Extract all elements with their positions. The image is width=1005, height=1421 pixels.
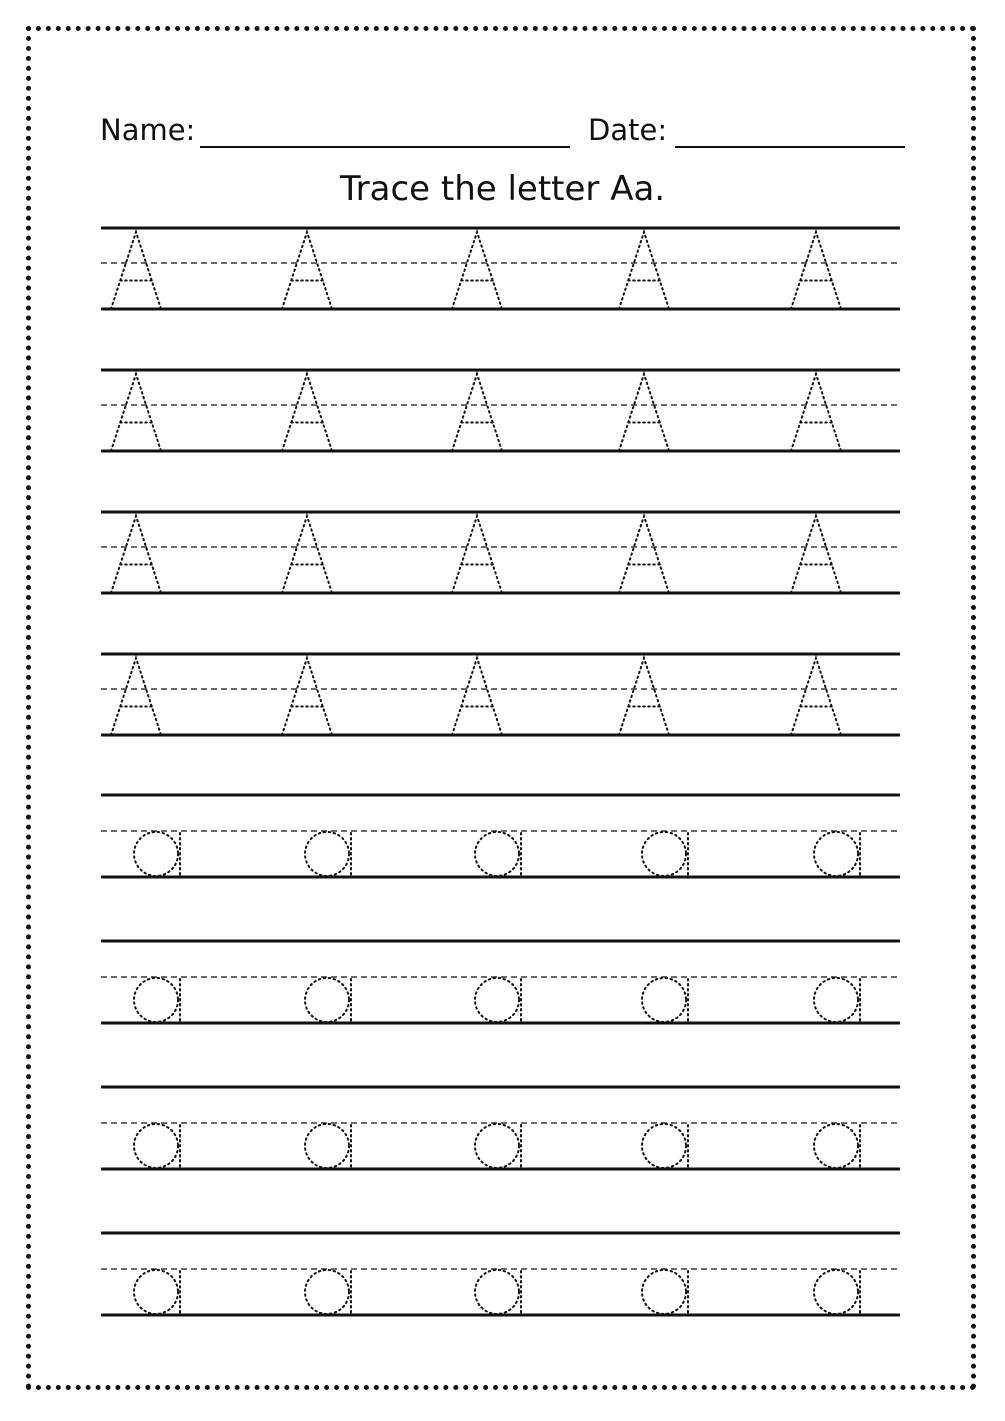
traceable-letter-uppercase [452, 374, 502, 451]
traceable-letter-uppercase [619, 374, 669, 451]
traceable-letter-lowercase [642, 1124, 688, 1168]
traceable-letter-uppercase [282, 658, 332, 735]
traceable-letter-lowercase [305, 832, 351, 876]
traceable-letter-lowercase [642, 978, 688, 1022]
traceable-letter-lowercase [134, 978, 180, 1022]
traceable-letter-uppercase [452, 658, 502, 735]
traceable-letter-uppercase [111, 516, 161, 593]
lowercase-practice-row [101, 795, 900, 877]
traceable-letter-uppercase [619, 232, 669, 309]
traceable-letter-uppercase [111, 658, 161, 735]
traceable-letter-uppercase [452, 232, 502, 309]
traceable-letter-lowercase [814, 978, 860, 1022]
traceable-letter-uppercase [791, 232, 841, 309]
traceable-letter-lowercase [475, 978, 521, 1022]
traceable-letter-uppercase [111, 232, 161, 309]
traceable-letter-uppercase [619, 658, 669, 735]
traceable-letter-uppercase [282, 232, 332, 309]
traceable-letter-lowercase [134, 1270, 180, 1314]
lowercase-practice-row [101, 1087, 900, 1169]
traceable-letter-uppercase [791, 516, 841, 593]
traceable-letter-lowercase [305, 1124, 351, 1168]
traceable-letter-lowercase [305, 978, 351, 1022]
traceable-letter-lowercase [814, 1270, 860, 1314]
uppercase-practice-row [101, 228, 900, 309]
traceable-letter-uppercase [791, 658, 841, 735]
traceable-letter-lowercase [642, 832, 688, 876]
date-label: Date: [588, 113, 668, 147]
traceable-letter-lowercase [814, 1124, 860, 1168]
traceable-letter-lowercase [305, 1270, 351, 1314]
traceable-letter-lowercase [475, 1270, 521, 1314]
uppercase-practice-row [101, 370, 900, 451]
traceable-letter-lowercase [475, 1124, 521, 1168]
traceable-letter-uppercase [791, 374, 841, 451]
traceable-letter-uppercase [282, 374, 332, 451]
traceable-letter-lowercase [642, 1270, 688, 1314]
worksheet-title: Trace the letter Aa. [339, 169, 666, 209]
uppercase-practice-row [101, 654, 900, 735]
traceable-letter-lowercase [134, 1124, 180, 1168]
traceable-letter-lowercase [134, 832, 180, 876]
traceable-letter-lowercase [475, 832, 521, 876]
traceable-letter-uppercase [452, 516, 502, 593]
name-label: Name: [100, 113, 196, 147]
traceable-letter-uppercase [111, 374, 161, 451]
traceable-letter-uppercase [619, 516, 669, 593]
traceable-letter-uppercase [282, 516, 332, 593]
lowercase-practice-row [101, 1233, 900, 1315]
traceable-letter-lowercase [814, 832, 860, 876]
lowercase-practice-row [101, 941, 900, 1023]
uppercase-practice-row [101, 512, 900, 593]
